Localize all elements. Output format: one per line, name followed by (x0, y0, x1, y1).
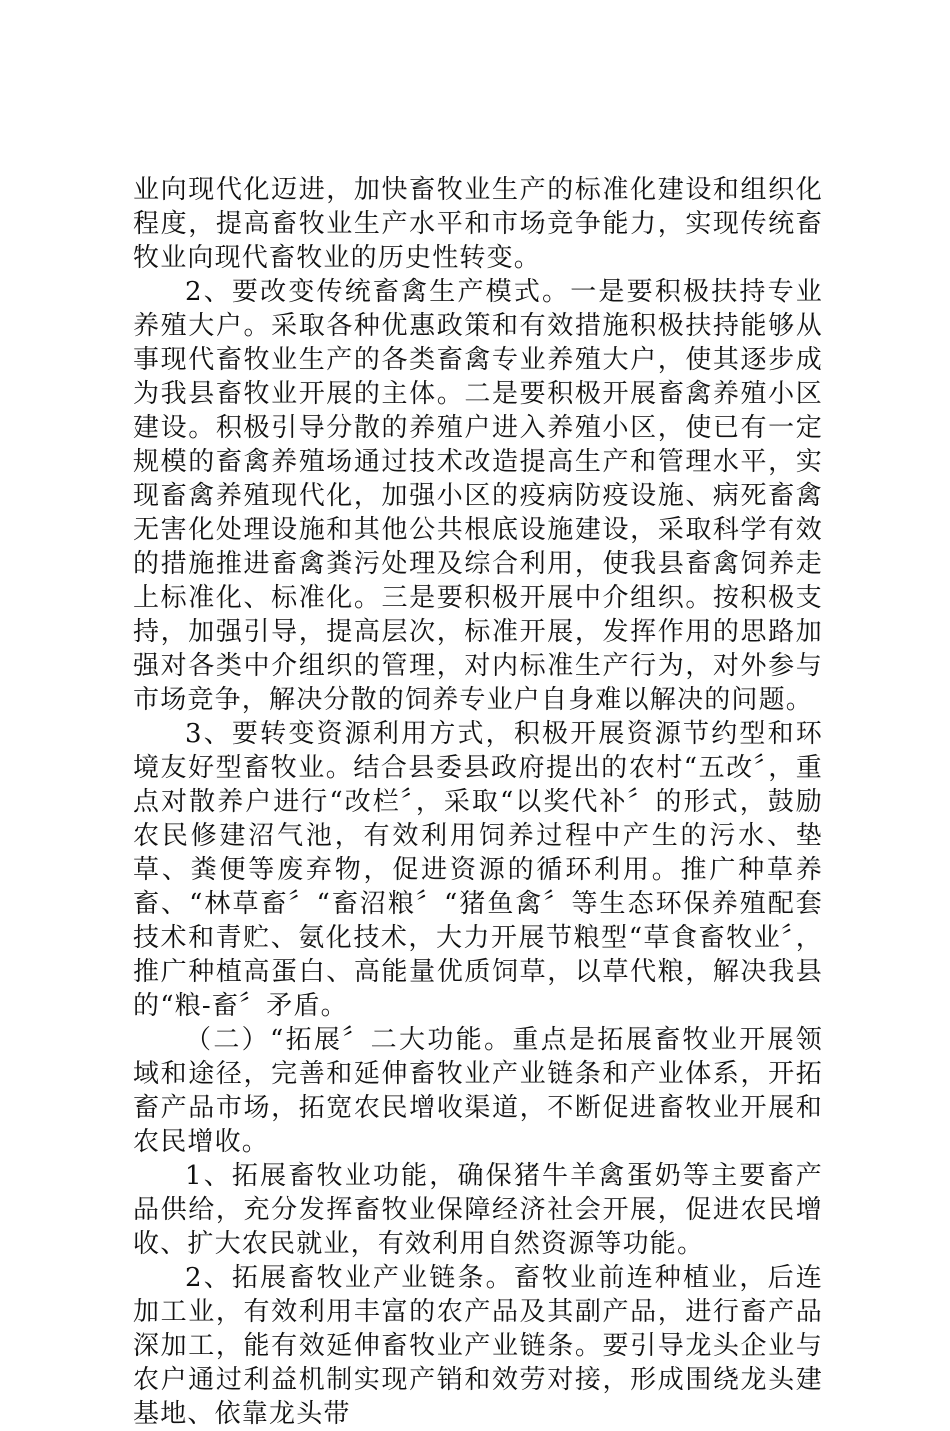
paragraph-item-2-breeding-mode: 2、要改变传统畜禽生产模式。一是要积极扶持专业养殖大户。采取各种优惠政策和有效措施积极扶持能够从事现代畜牧业生产的各类畜禽专业养殖大户，使其逐步成为我县畜牧业开展的主体。二是要积极开展畜禽养殖小区建设。积极引导分散的养殖户进入养殖小区，使已有一定规模的畜禽养殖场通过技术改造提高生产和管理水平，实现畜禽养殖现代化，加强小区的疫病防疫设施、病死畜禽无害化处理设施和其他公共根底设施建设，采取科学有效的措施推进畜禽粪污处理及综合利用，使我县畜禽饲养走上标准化、标准化。三是要积极开展中介组织。按积极支持，加强引导，提高层次，标准开展，发挥作用的思路加强对各类中介组织的管理，对内标准生产行为，对外参与市场竞争，解决分散的饲养专业户自身难以解决的问题。 (133, 277, 823, 715)
paragraph-item-3-resource-use: 3、要转变资源利用方式，积极开展资源节约型和环境友好型畜牧业。结合县委县政府提出的农村“五改〞，重点对散养户进行“改栏〞，采取“以奖代补〞的形式，鼓励农民修建沼气池，有效利用饲养过程中产生的污水、垫草、粪便等废弃物，促进资源的循环利用。推广种草养畜、“林草畜〞“畜沼粮〞“猪鱼禽〞等生态环保养殖配套技术和青贮、氨化技术，大力开展节粮型“草食畜牧业〞，推广种植高蛋白、高能量优质饲草，以草代粮，解决我县的“粮-畜〞矛盾。 (133, 719, 823, 1021)
paragraph-item-1-expand-function: 1、拓展畜牧业功能，确保猪牛羊禽蛋奶等主要畜产品供给，充分发挥畜牧业保障经济社会开展，促进农民增收、扩大农民就业，有效利用自然资源等功能。 (133, 1161, 823, 1259)
paragraph-section-2-expand-functions: （二）“拓展〞二大功能。重点是拓展畜牧业开展领域和途径，完善和延伸畜牧业产业链条和产业体系，开拓畜产品市场，拓宽农民增收渠道，不断促进畜牧业开展和农民增收。 (133, 1025, 823, 1157)
document-body (133, 173, 823, 1431)
paragraph-continuation: 业向现代化迈进，加快畜牧业生产的标准化建设和组织化程度，提高畜牧业生产水平和市场竞争能力，实现传统畜牧业向现代畜牧业的历史性转变。 (133, 175, 823, 273)
paragraph-item-2-industry-chain: 2、拓展畜牧业产业链条。畜牧业前连种植业，后连加工业，有效利用丰富的农产品及其副产品，进行畜产品深加工，能有效延伸畜牧业产业链条。要引导龙头企业与农户通过利益机制实现产销和效劳对接，形成围绕龙头建基地、依靠龙头带 (133, 1263, 823, 1429)
